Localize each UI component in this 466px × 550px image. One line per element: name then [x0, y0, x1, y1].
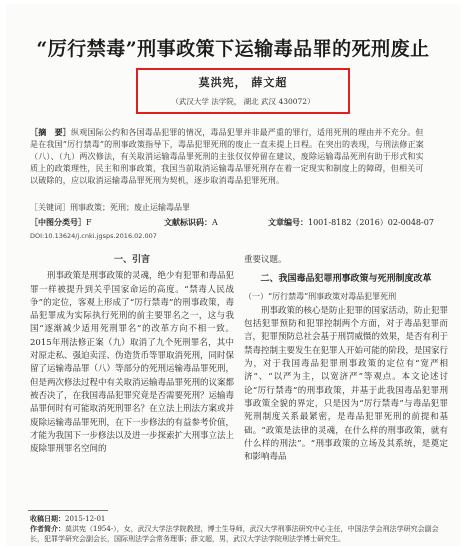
document-code — [164, 216, 218, 229]
right-column — [244, 254, 448, 464]
left-column — [30, 254, 234, 456]
left-paragraph: 刑事政策是刑事政策的灵魂，绝少有犯罪和毒品犯罪一样被提升到关乎国家命运的高度。“禁毒人民战争”的定位，客观上形成了“厉行禁毒”的刑事政策，毒品犯罪成为实际执行死刑的前主要罪名之一，这与我国“逐渐减少适用死刑罪名”的改革方向不相一致。2015年刑法修正案（九）取消了九个死刑罪名，其中对原走私、强迫卖淫、伪造货币等罪取消死刑，同时保留了运输毒品罪（八）等部分的死刑运输毒品罪死刑，但是两次修法过程中有关取消运输毒品罪死刑的议案都被否决了，在我国毒品犯罪究竟是否需要死刑？运输毒品罪何时有可能取消死刑罪名？在立法上刑法方案或并废除运输毒品罪死刑，在下一步修法的有益参考价值，才能为我国下一步修法以及进一步探索扩大刑事立法上废除罪刑罪名空间的 — [30, 271, 235, 455]
abstract — [30, 126, 430, 187]
subsection-heading: （一）“厉行禁毒”刑事政策对毒品犯罪死刑 — [244, 291, 397, 301]
section-heading-introduction: 一、引言 — [113, 255, 150, 265]
author-names: 莫洪宪， 薛文超 — [198, 76, 288, 89]
clc-label: ［中图分类号］ — [30, 217, 86, 227]
author-affiliation: （武汉大学 法学院， 湖北 武汉 430072） — [171, 97, 315, 106]
doc-code-value: A — [212, 218, 218, 227]
bio-label: 作者简介： — [30, 524, 65, 533]
author-highlight-box — [136, 68, 350, 114]
clc-value: F — [86, 218, 92, 227]
author-bio — [30, 524, 440, 544]
doc-code-label: 文献标识码： — [164, 217, 212, 227]
footnote-divider — [28, 510, 108, 511]
article-number-value: 1001-8182（2016）02-0048-07 — [308, 218, 434, 227]
paper-title: “厉行禁毒”刑事政策下运输毒品罪的死刑废止 — [36, 38, 430, 60]
keywords-label: ［关键词］ — [30, 203, 70, 212]
received-label: 收稿日期： — [30, 514, 65, 523]
abstract-label: ［摘 要］ — [30, 127, 71, 137]
footnote — [30, 514, 440, 544]
bio-text: 莫洪宪（1954-），女，武汉大学法学院教授，博士生导师，武汉大学刑事法研究中心主任，中国法学会刑法学研究会副会长，犯罪学研究会副会长，国际刑法学会常务理事；薛文超，男，武汉大学法学院刑法学博士研究生。 — [30, 525, 439, 543]
received-date — [30, 514, 440, 524]
paper-page — [6, 4, 460, 546]
section-heading-policy: 二、我国毒品犯罪刑事政策与死刑制度改革 — [260, 274, 432, 285]
article-number-label: 文章编号： — [268, 217, 308, 227]
abstract-text: 纵观国际公约和各国毒品犯罪的情况，毒品犯罪并非最严重的罪行，适用死刑的理由并不充分。但是在我国“厉行禁毒”的刑事政策指导下，毒品犯罪死刑的废止一直未提上日程。在突出的表现，与刑法修正案（八）、（九）两次修法，有关取消运输毒品罪死刑的主张仅仅停留在建议，废除运输毒品死刑有助于形式和实质上的政策理性，民主和刑事政策，我国当前取消运输毒品罪死刑存在着一定现实和制度上的障碍，但相关可以破除的，应以取消运输毒品罪死刑为契机，逐步取消毒品犯罪死刑。 — [30, 128, 424, 185]
keywords-text: 刑事政策；死刑；废止运输毒品罪 — [70, 203, 190, 212]
right-paragraph: 刑事政策的核心是防止犯罪的国家活动，防止犯罪包括犯罪预防和犯罪控制两个方面，对于毒品犯罪而言，犯罪预防总社会基于刑罚威慑的效果，是否有利于禁毒控制主要发生在犯罪人开始可能的阶段，是国家行为，对于我国毒品犯罪刑事政策的定位有“宽严相济”、“以严为主，以宽济严”等观点。本文论述讨论“厉行禁毒”的刑事政策，并基于此我国毒品犯罪刑事政策全貌的界定，只是因为“厉行禁毒”与毒品犯罪死刑制度关系最紧密，是毒品犯罪死刑的前提和基础。“政策是法律的灵魂，在什么样的刑事政策，就有什么样的刑法”。“刑事政策的立场及其系统，是奠定和影响毒品 — [244, 305, 449, 463]
received-value: 2015-12-01 — [65, 515, 106, 523]
right-lead-text: 重要议题。 — [244, 255, 287, 265]
doi: DOI:10.13624/j.cnki.jgsps.2016.02.007 — [30, 232, 157, 240]
article-number — [268, 216, 434, 229]
keywords — [30, 202, 430, 214]
clc-number — [30, 216, 92, 229]
